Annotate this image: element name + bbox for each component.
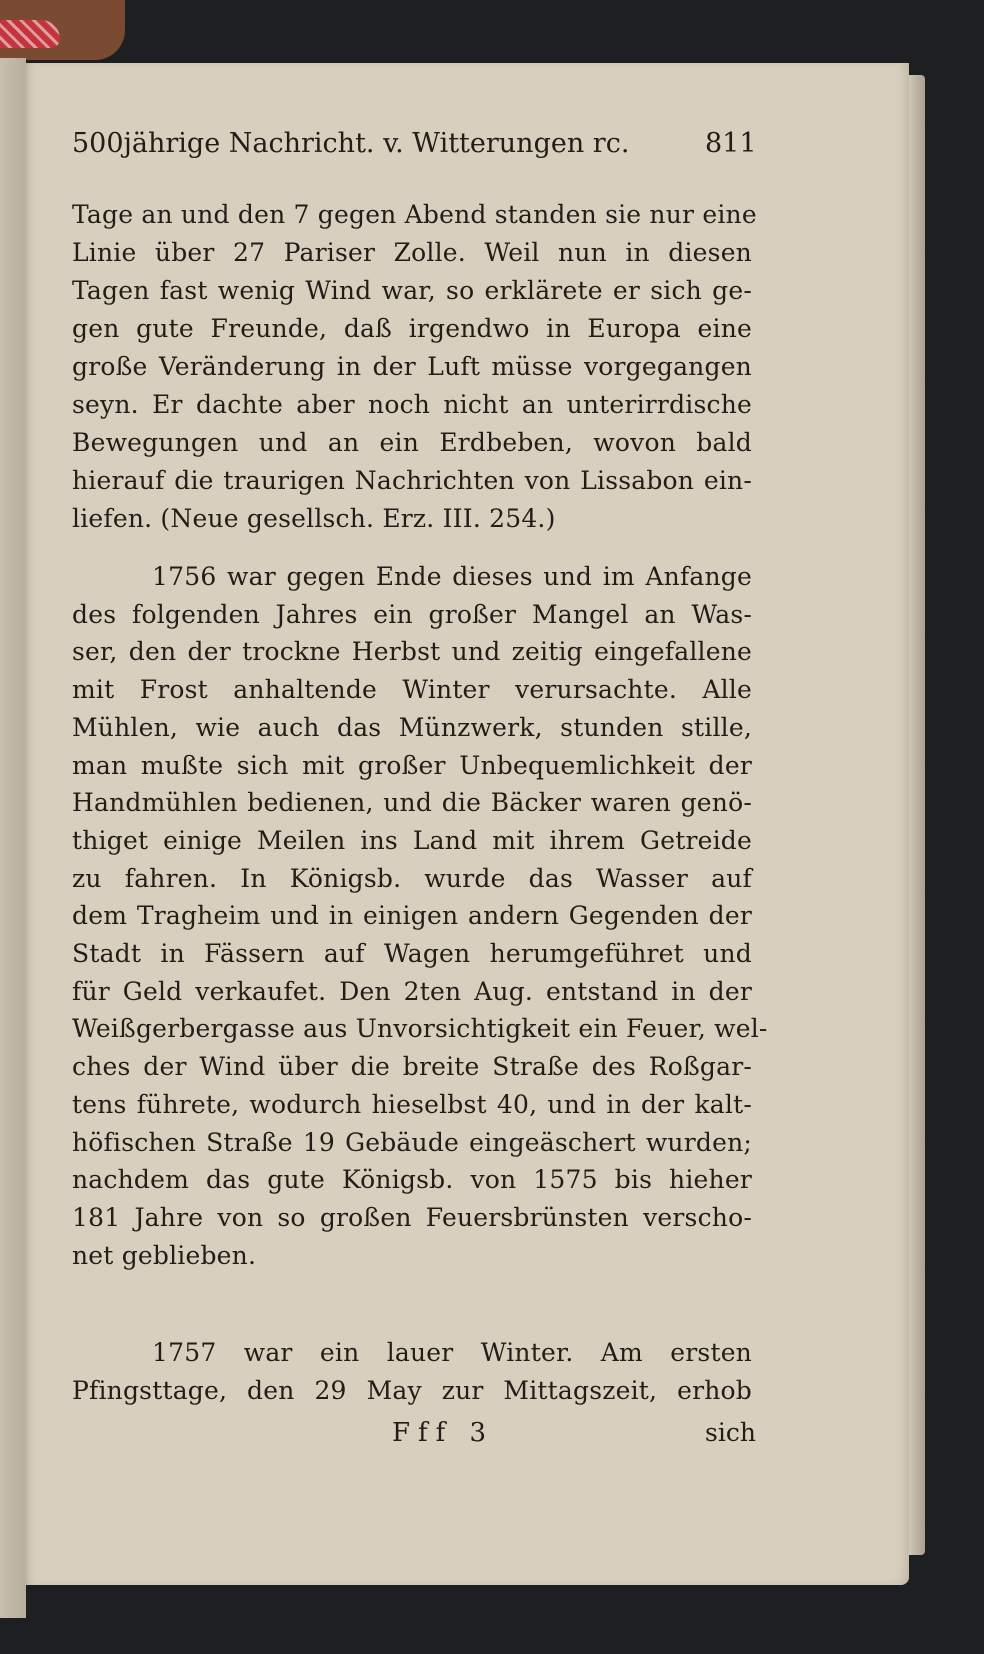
text-line: Pfingsttage, den 29 May zur Mittagszeit, erhob [72,1376,752,1405]
text-line: seyn. Er dachte aber noch nicht an unterirrdische [72,390,752,419]
catchword: sich [705,1418,756,1447]
text-line: ches der Wind über die breite Straße des Roßgar- [72,1052,752,1082]
text-line: mit Frost anhaltende Winter verursachte. Alle [72,675,752,705]
text-line: thiget einige Meilen ins Land mit ihrem Getreide [72,825,752,855]
running-head-title: 500jährige Nachricht. v. Witterungen rc. [72,128,630,159]
text-line: zu fahren. In Königsb. wurde das Wasser auf [72,863,752,893]
text-line: für Geld verkaufet. Den 2ten Aug. entstand in der [72,976,752,1006]
text-line: Linie über 27 Pariser Zolle. Weil nun in diesen [72,238,752,267]
text-line: 181 Jahre von so großen Feuersbrünsten verscho- [72,1202,752,1232]
text-line: dem Tragheim und in einigen andern Gegenden der [72,901,752,931]
text-line: tens führete, wodurch hieselbst 40, und in der kalt- [72,1089,752,1119]
cloth-sleeve [0,20,60,48]
text-line: 1757 war ein lauer Winter. Am ersten [152,1338,752,1367]
text-line: höfischen Straße 19 Gebäude eingeäschert wurden; [72,1127,752,1157]
text-line: ser, den der trockne Herbst und zeitig eingefallene [72,637,752,667]
text-line: große Veränderung in der Luft müsse vorgegangen [72,352,752,381]
page-number: 811 [705,128,757,159]
text-line: Bewegungen und an ein Erdbeben, wovon bald [72,428,752,457]
text-line: net geblieben. [72,1240,257,1270]
text-line: Weißgerbergasse aus Unvorsichtigkeit ein Feuer, wel- [72,1014,768,1044]
text-line: Mühlen, wie auch das Münzwerk, stunden stille, [72,712,752,742]
text-line: des folgenden Jahres ein großer Mangel an Was- [72,599,752,629]
text-line: liefen. (Neue gesellsch. Erz. III. 254.) [72,504,556,533]
text-line: nachdem das gute Königsb. von 1575 bis hieher [72,1165,752,1195]
text-line: man mußte sich mit großer Unbequemlichkeit der [72,750,752,780]
page-stack-edge [909,75,925,1555]
text-line: Stadt in Fässern auf Wagen herumgeführet und [72,939,752,968]
text-line: gen gute Freunde, daß irgendwo in Europa eine [72,314,752,343]
text-line: Tagen fast wenig Wind war, so erklärete er sich ge- [72,276,752,305]
text-line: hierauf die traurigen Nachrichten von Lissabon ein- [72,466,752,495]
text-line: Tage an und den 7 gegen Abend standen sie nur eine [72,200,757,229]
previous-page-edge [0,58,26,1618]
text-line: Handmühlen bedienen, und die Bäcker waren genö- [72,788,752,818]
signature-mark: Fff 3 [392,1418,495,1448]
text-line: 1756 war gegen Ende dieses und im Anfange [152,562,752,591]
